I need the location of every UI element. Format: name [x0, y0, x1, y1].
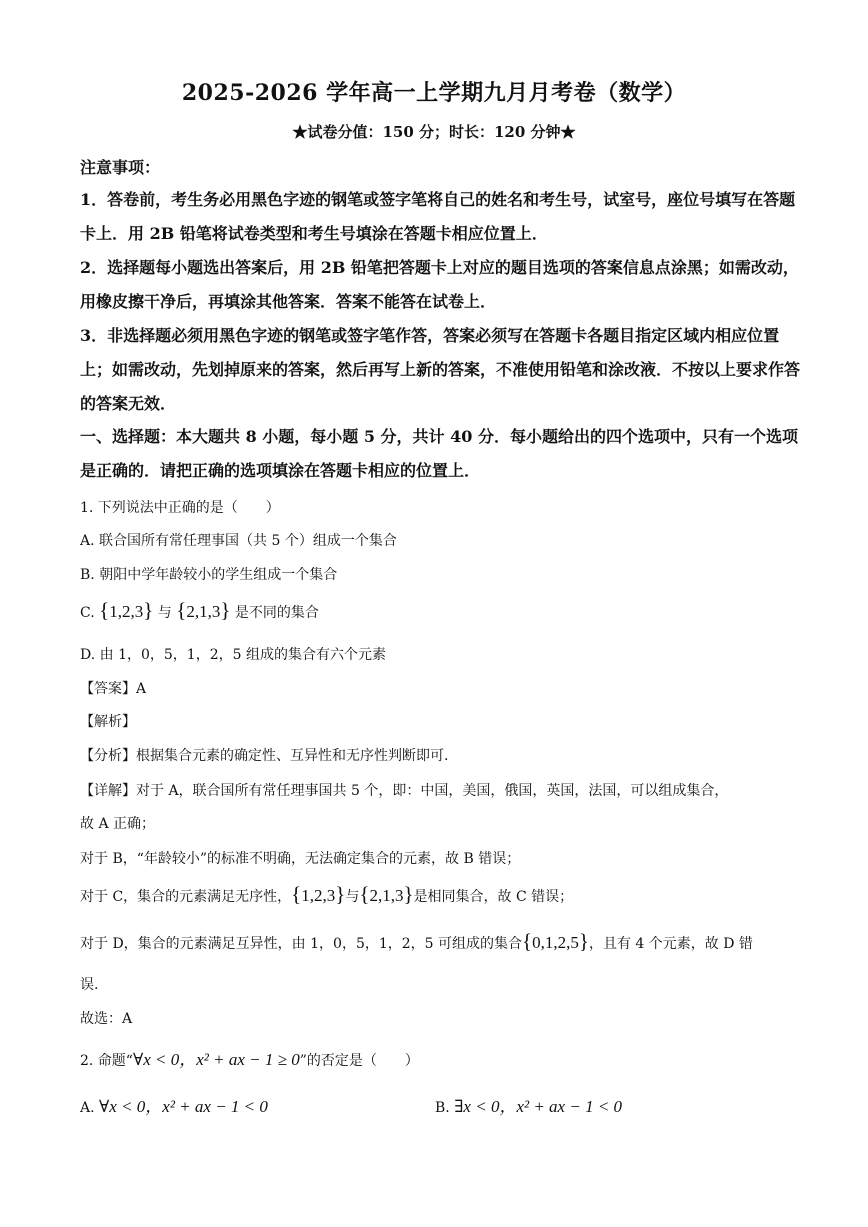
- analysis-summary: 【分析】根据集合元素的确定性、互异性和无序性判断即可.: [80, 748, 449, 764]
- option-label: C.: [80, 605, 100, 621]
- question-1-option-a: A. 联合国所有常任理事国（共 5 个）组成一个集合: [80, 533, 397, 549]
- question-1-option-b: B. 朝阳中学年龄较小的学生组成一个集合: [80, 567, 338, 583]
- notice-item-2: 2．选择题每小题选出答案后，用 2B 铅笔把答题卡上对应的题目选项的答案信息点涂黑；如需改动，用橡皮擦干净后，再填涂其他答案．答案不能答在试卷上．: [80, 258, 799, 311]
- exam-title: 2025-2026 学年高一上学期九月月考卷（数学）: [181, 80, 687, 106]
- detail-line-6: 误.: [80, 977, 99, 993]
- answer-label: 【答案】A: [80, 681, 147, 697]
- detail-line-2: 故 A 正确；: [80, 816, 156, 832]
- question-2-option-a: A. ∀x < 0，x² + ax − 1 < 0: [80, 1097, 268, 1116]
- section-heading: 一、选择题：本大题共 8 小题，每小题 5 分，共计 40 分．每小题给出的四个选项中，只有一个选项是正确的．请把正确的选项填涂在答题卡相应的位置上．: [80, 427, 798, 480]
- question-1-stem: 1. 下列说法中正确的是（ ）: [80, 500, 280, 516]
- detail-line-1: 【详解】对于 A，联合国所有常任理事国共 5 个，即：中国，美国，俄国，英国，法国，可以组成集合，: [80, 783, 729, 799]
- question-1-option-c: [80, 598, 800, 623]
- exam-subtitle: ★试卷分值：150 分；时长：120 分钟★: [292, 123, 576, 141]
- analysis-label: 【解析】: [80, 714, 136, 730]
- detail-line-5: 对于 D，集合的元素满足互异性，由 1，0，5，1，2，5 可组成的集合{0,1,2,5}，且有 4 个元素，故 D 错: [80, 929, 753, 953]
- math-expression: ∃x < 0，x² + ax − 1 < 0: [454, 1097, 623, 1116]
- math-expression: ∀x < 0，x² + ax − 1 ≥ 0: [132, 1050, 300, 1069]
- notice-item-3: 3．非选择题必须用黑色字迹的钢笔或签字笔作答，答案必须写在答题卡各题目指定区域内相应位置上；如需改动，先划掉原来的答案，然后再写上新的答案，不准使用铅笔和涂改液．不按以上要求作答的答案无效．: [80, 326, 801, 413]
- option-text: 是不同的集合: [234, 605, 319, 621]
- math-expression: ∀x < 0，x² + ax − 1 < 0: [99, 1097, 268, 1116]
- detail-line-3: 对于 B，“年龄较小”的标准不明确，无法确定集合的元素，故 B 错误；: [80, 851, 521, 867]
- question-1-option-d: D. 由 1，0，5，1，2，5 组成的集合有六个元素: [80, 647, 386, 663]
- connector-text: 与: [157, 605, 172, 621]
- set-expression: {1,2,3}: [99, 598, 154, 622]
- set-expression: {0,1,2,5}: [522, 929, 589, 953]
- question-2-stem: 2. 命题“∀x < 0，x² + ax − 1 ≥ 0”的否定是（ ）: [80, 1050, 419, 1069]
- notice-item-1: 1．答卷前，考生务必用黑色字迹的钢笔或签字笔将自己的姓名和考生号，试室号，座位号填写在答题卡上．用 2B 铅笔将试卷类型和考生号填涂在答题卡相应位置上．: [80, 190, 796, 243]
- question-2-option-b: B. ∃x < 0，x² + ax − 1 < 0: [435, 1097, 623, 1116]
- set-expression: {2,1,3}: [359, 882, 414, 906]
- detail-line-4: 对于 C，集合的元素满足无序性，{1,2,3}与{2,1,3}是相同集合，故 C 错误；: [80, 882, 574, 906]
- conclusion: 故选：A: [80, 1011, 133, 1027]
- set-expression: {1,2,3}: [291, 882, 346, 906]
- set-expression: {2,1,3}: [176, 598, 231, 622]
- notice-heading: 注意事项：: [80, 158, 161, 177]
